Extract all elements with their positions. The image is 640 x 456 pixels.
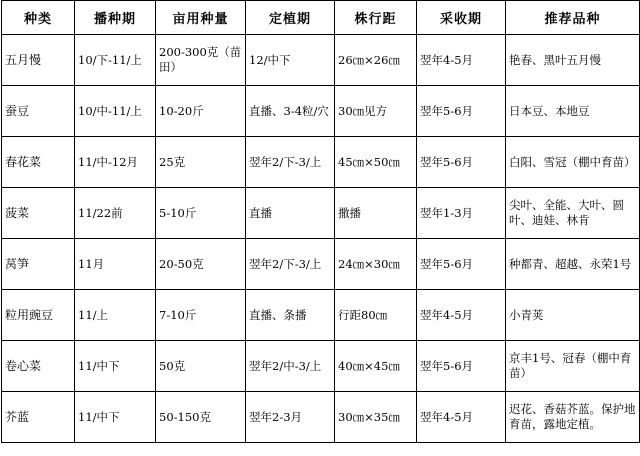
cell-plant-spacing: 30㎝见方 [335,86,417,137]
cell-seed-amount: 25克 [156,137,246,188]
cell-recommended-varieties: 日本豆、本地豆 [506,86,640,137]
cell-seed-amount: 20-50克 [156,239,246,290]
cell-crop-type: 粒用豌豆 [2,290,75,341]
cell-crop-type: 卷心菜 [2,341,75,392]
cell-plant-spacing: 24㎝×30㎝ [335,239,417,290]
cell-recommended-varieties: 白阳、雪冠（棚中育苗） [506,137,640,188]
cell-seed-amount: 5-10斤 [156,188,246,239]
cell-harvest-period: 翌年5-6月 [417,239,506,290]
cell-seed-amount: 10-20斤 [156,86,246,137]
cell-recommended-varieties: 尖叶、全能、大叶、圆叶、迪娃、林肯 [506,188,640,239]
cell-harvest-period: 翌年4-5月 [417,290,506,341]
cell-crop-type: 菠菜 [2,188,75,239]
cell-crop-type: 春花菜 [2,137,75,188]
table-row [2,392,640,443]
cell-seed-amount: 7-10斤 [156,290,246,341]
cell-sowing-period: 11/上 [75,290,156,341]
cell-recommended-varieties: 小青荚 [506,290,640,341]
cell-recommended-varieties: 迟花、香菇芥蓝。保护地育苗，露地定植。 [506,392,640,443]
cell-transplant-period: 12/中下 [246,35,335,86]
cell-plant-spacing: 30㎝×35㎝ [335,392,417,443]
header-harvest-period: 采收期 [417,1,506,35]
cell-plant-spacing: 26㎝×26㎝ [335,35,417,86]
cell-transplant-period: 直播 [246,188,335,239]
cell-sowing-period: 11/22前 [75,188,156,239]
cell-recommended-varieties: 艳春、黑叶五月慢 [506,35,640,86]
table-header-row [2,1,640,35]
cell-harvest-period: 翌年4-5月 [417,35,506,86]
table-row [2,86,640,137]
cell-plant-spacing: 撒播 [335,188,417,239]
cell-plant-spacing: 45㎝×50㎝ [335,137,417,188]
cell-plant-spacing: 40㎝×45㎝ [335,341,417,392]
cell-transplant-period: 翌年2/下-3/上 [246,239,335,290]
cell-seed-amount: 200-300克（苗田） [156,35,246,86]
cell-crop-type: 芥蓝 [2,392,75,443]
header-seed-amount: 亩用种量 [156,1,246,35]
cell-sowing-period: 11/中-12月 [75,137,156,188]
header-transplant-period: 定植期 [246,1,335,35]
cell-transplant-period: 翌年2/中-3/上 [246,341,335,392]
cell-sowing-period: 10/中-11/上 [75,86,156,137]
table-row [2,290,640,341]
cell-harvest-period: 翌年1-3月 [417,188,506,239]
cell-plant-spacing: 行距80㎝ [335,290,417,341]
cell-crop-type: 五月慢 [2,35,75,86]
cell-transplant-period: 直播、3-4粒/穴 [246,86,335,137]
cell-sowing-period: 11月 [75,239,156,290]
header-sowing-period: 播种期 [75,1,156,35]
cell-sowing-period: 11/中下 [75,341,156,392]
cell-harvest-period: 翌年5-6月 [417,341,506,392]
cell-recommended-varieties: 种都青、超越、永荣1号 [506,239,640,290]
cell-transplant-period: 翌年2-3月 [246,392,335,443]
cell-recommended-varieties: 京丰1号、冠春（棚中育苗） [506,341,640,392]
table-row [2,341,640,392]
header-crop-type: 种类 [2,1,75,35]
cell-transplant-period: 直播、条播 [246,290,335,341]
cell-seed-amount: 50-150克 [156,392,246,443]
header-recommended-varieties: 推荐品种 [506,1,640,35]
cell-crop-type: 蚕豆 [2,86,75,137]
table-row [2,239,640,290]
table-row [2,35,640,86]
header-plant-spacing: 株行距 [335,1,417,35]
table-row [2,137,640,188]
cell-crop-type: 莴笋 [2,239,75,290]
cell-seed-amount: 50克 [156,341,246,392]
cell-transplant-period: 翌年2/下-3/上 [246,137,335,188]
table-row [2,188,640,239]
cell-sowing-period: 10/下-11/上 [75,35,156,86]
cell-harvest-period: 翌年4-5月 [417,392,506,443]
cell-harvest-period: 翌年5-6月 [417,86,506,137]
cell-harvest-period: 翌年5-6月 [417,137,506,188]
planting-schedule-table [1,0,640,443]
cell-sowing-period: 11/中下 [75,392,156,443]
